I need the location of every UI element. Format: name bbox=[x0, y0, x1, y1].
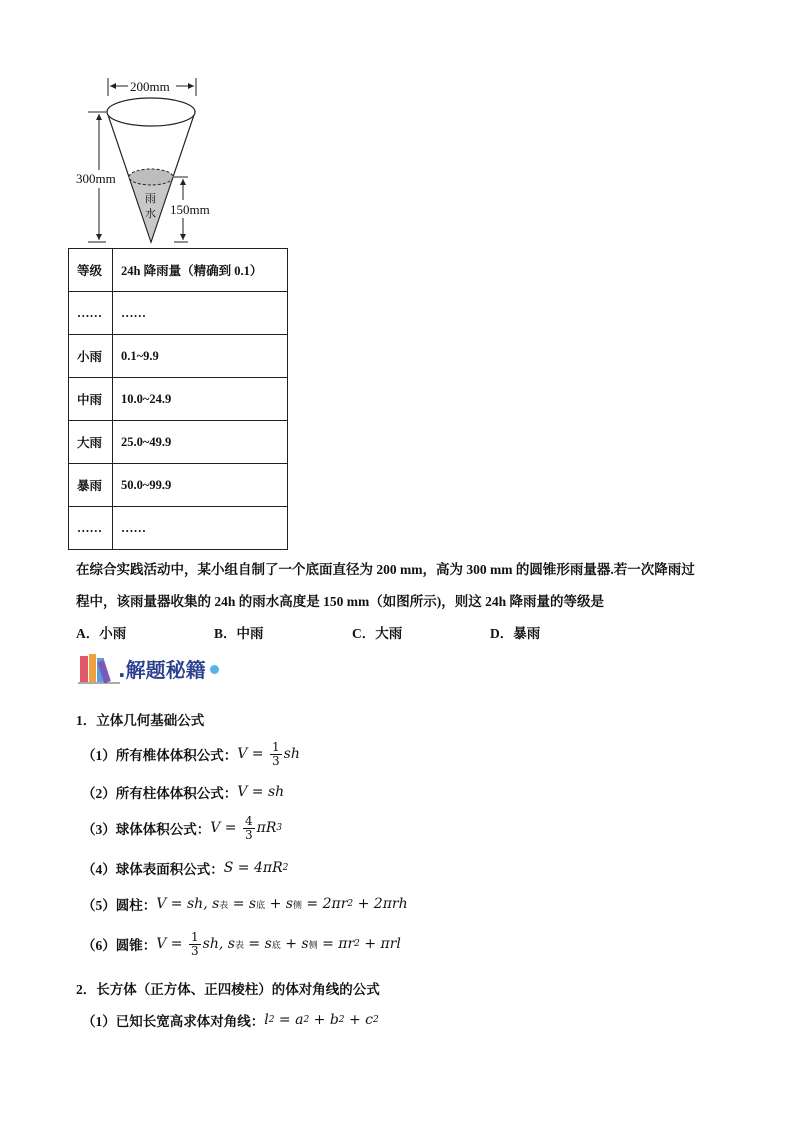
water-text-1: 雨 bbox=[145, 192, 156, 205]
question-line-2: 程中，该雨量器收集的 24h 的雨水高度是 150 mm（如图所示)，则这 24h 降雨量的等级是 bbox=[76, 594, 605, 609]
table-cell: 大雨 bbox=[69, 421, 113, 464]
table-cell: …… bbox=[113, 507, 288, 550]
section1-title: 1．立体几何基础公式 bbox=[76, 713, 205, 728]
table-row bbox=[69, 292, 288, 335]
table-cell: 0.1~9.9 bbox=[113, 335, 288, 378]
formula-cone: V = $\frac{1}{3}$ sh, s 表 = s 底 + s 侧 = πr 2 + πrl bbox=[156, 929, 401, 958]
option-c: C．大雨 bbox=[352, 626, 403, 641]
table-cell: …… bbox=[69, 507, 113, 550]
formula-label: （2）所有柱体体积公式： bbox=[82, 786, 238, 801]
table-row bbox=[69, 464, 288, 507]
diameter-label: 200mm bbox=[130, 79, 170, 94]
tips-banner bbox=[78, 650, 219, 684]
table-cell: 中雨 bbox=[69, 378, 113, 421]
formula-sphere-volume: V = $\frac{4}{3}$ πR 3 bbox=[210, 813, 283, 842]
formula-3 bbox=[82, 812, 282, 844]
table-row bbox=[69, 421, 288, 464]
table-header-cell: 等级 bbox=[69, 249, 113, 292]
formula-1 bbox=[82, 738, 300, 770]
formula-body-diagonal: l 2 = a 2 + b 2 + c 2 bbox=[264, 1012, 379, 1028]
table-cell: 小雨 bbox=[69, 335, 113, 378]
formula-label: （3）球体体积公式： bbox=[82, 822, 211, 837]
formula-6 bbox=[82, 928, 401, 960]
question-line-1: 在综合实践活动中，某小组自制了一个底面直径为 200 mm，高为 300 mm 的圆锥形雨量器.若一次降雨过 bbox=[76, 562, 695, 577]
formula-diagonal bbox=[82, 1010, 379, 1030]
table-cell: 10.0~24.9 bbox=[113, 378, 288, 421]
table-cell: …… bbox=[113, 292, 288, 335]
table-cell: 25.0~49.9 bbox=[113, 421, 288, 464]
banner-title: .解题秘籍 bbox=[118, 658, 206, 682]
section2-title: 2．长方体（正方体、正四棱柱）的体对角线的公式 bbox=[76, 982, 380, 997]
formula-label: （1）所有椎体体积公式： bbox=[82, 748, 238, 763]
formula-label: （1）已知长宽高求体对角线： bbox=[82, 1014, 265, 1029]
formula-4 bbox=[82, 858, 288, 878]
table-header-cell: 24h 降雨量（精确到 0.1） bbox=[113, 249, 288, 292]
table-row bbox=[69, 507, 288, 550]
formula-5 bbox=[82, 894, 408, 914]
table-cell: …… bbox=[69, 292, 113, 335]
formula-2 bbox=[82, 782, 284, 802]
table-cell: 50.0~99.9 bbox=[113, 464, 288, 507]
water-text-2: 水 bbox=[145, 207, 156, 220]
table-header-row bbox=[69, 249, 288, 292]
option-b: B．中雨 bbox=[214, 626, 264, 641]
books-icon bbox=[78, 652, 120, 684]
table-row bbox=[69, 335, 288, 378]
formula-label: （4）球体表面积公式： bbox=[82, 862, 224, 877]
rainfall-level-table bbox=[68, 248, 288, 550]
option-d: D．暴雨 bbox=[490, 626, 541, 641]
formula-sphere-area: S = 4πR 2 bbox=[223, 860, 289, 876]
water-height-label: 150mm bbox=[170, 202, 210, 217]
table-row bbox=[69, 378, 288, 421]
table-cell: 暴雨 bbox=[69, 464, 113, 507]
cone-rain-gauge-figure bbox=[70, 72, 230, 250]
formula-label: （5）圆柱： bbox=[82, 898, 157, 913]
option-a: A．小雨 bbox=[76, 626, 127, 641]
height-label: 300mm bbox=[76, 171, 116, 186]
formula-cylinder: V = sh, s 表 = s 底 + s 侧 = 2πr 2 + 2πrh bbox=[156, 896, 408, 912]
formula-prism-volume: V = sh bbox=[237, 784, 285, 800]
formula-label: （6）圆锥： bbox=[82, 938, 157, 953]
banner-dot-icon bbox=[210, 665, 219, 674]
formula-cone-volume: V = $\frac{1}{3}$ sh bbox=[237, 739, 300, 768]
